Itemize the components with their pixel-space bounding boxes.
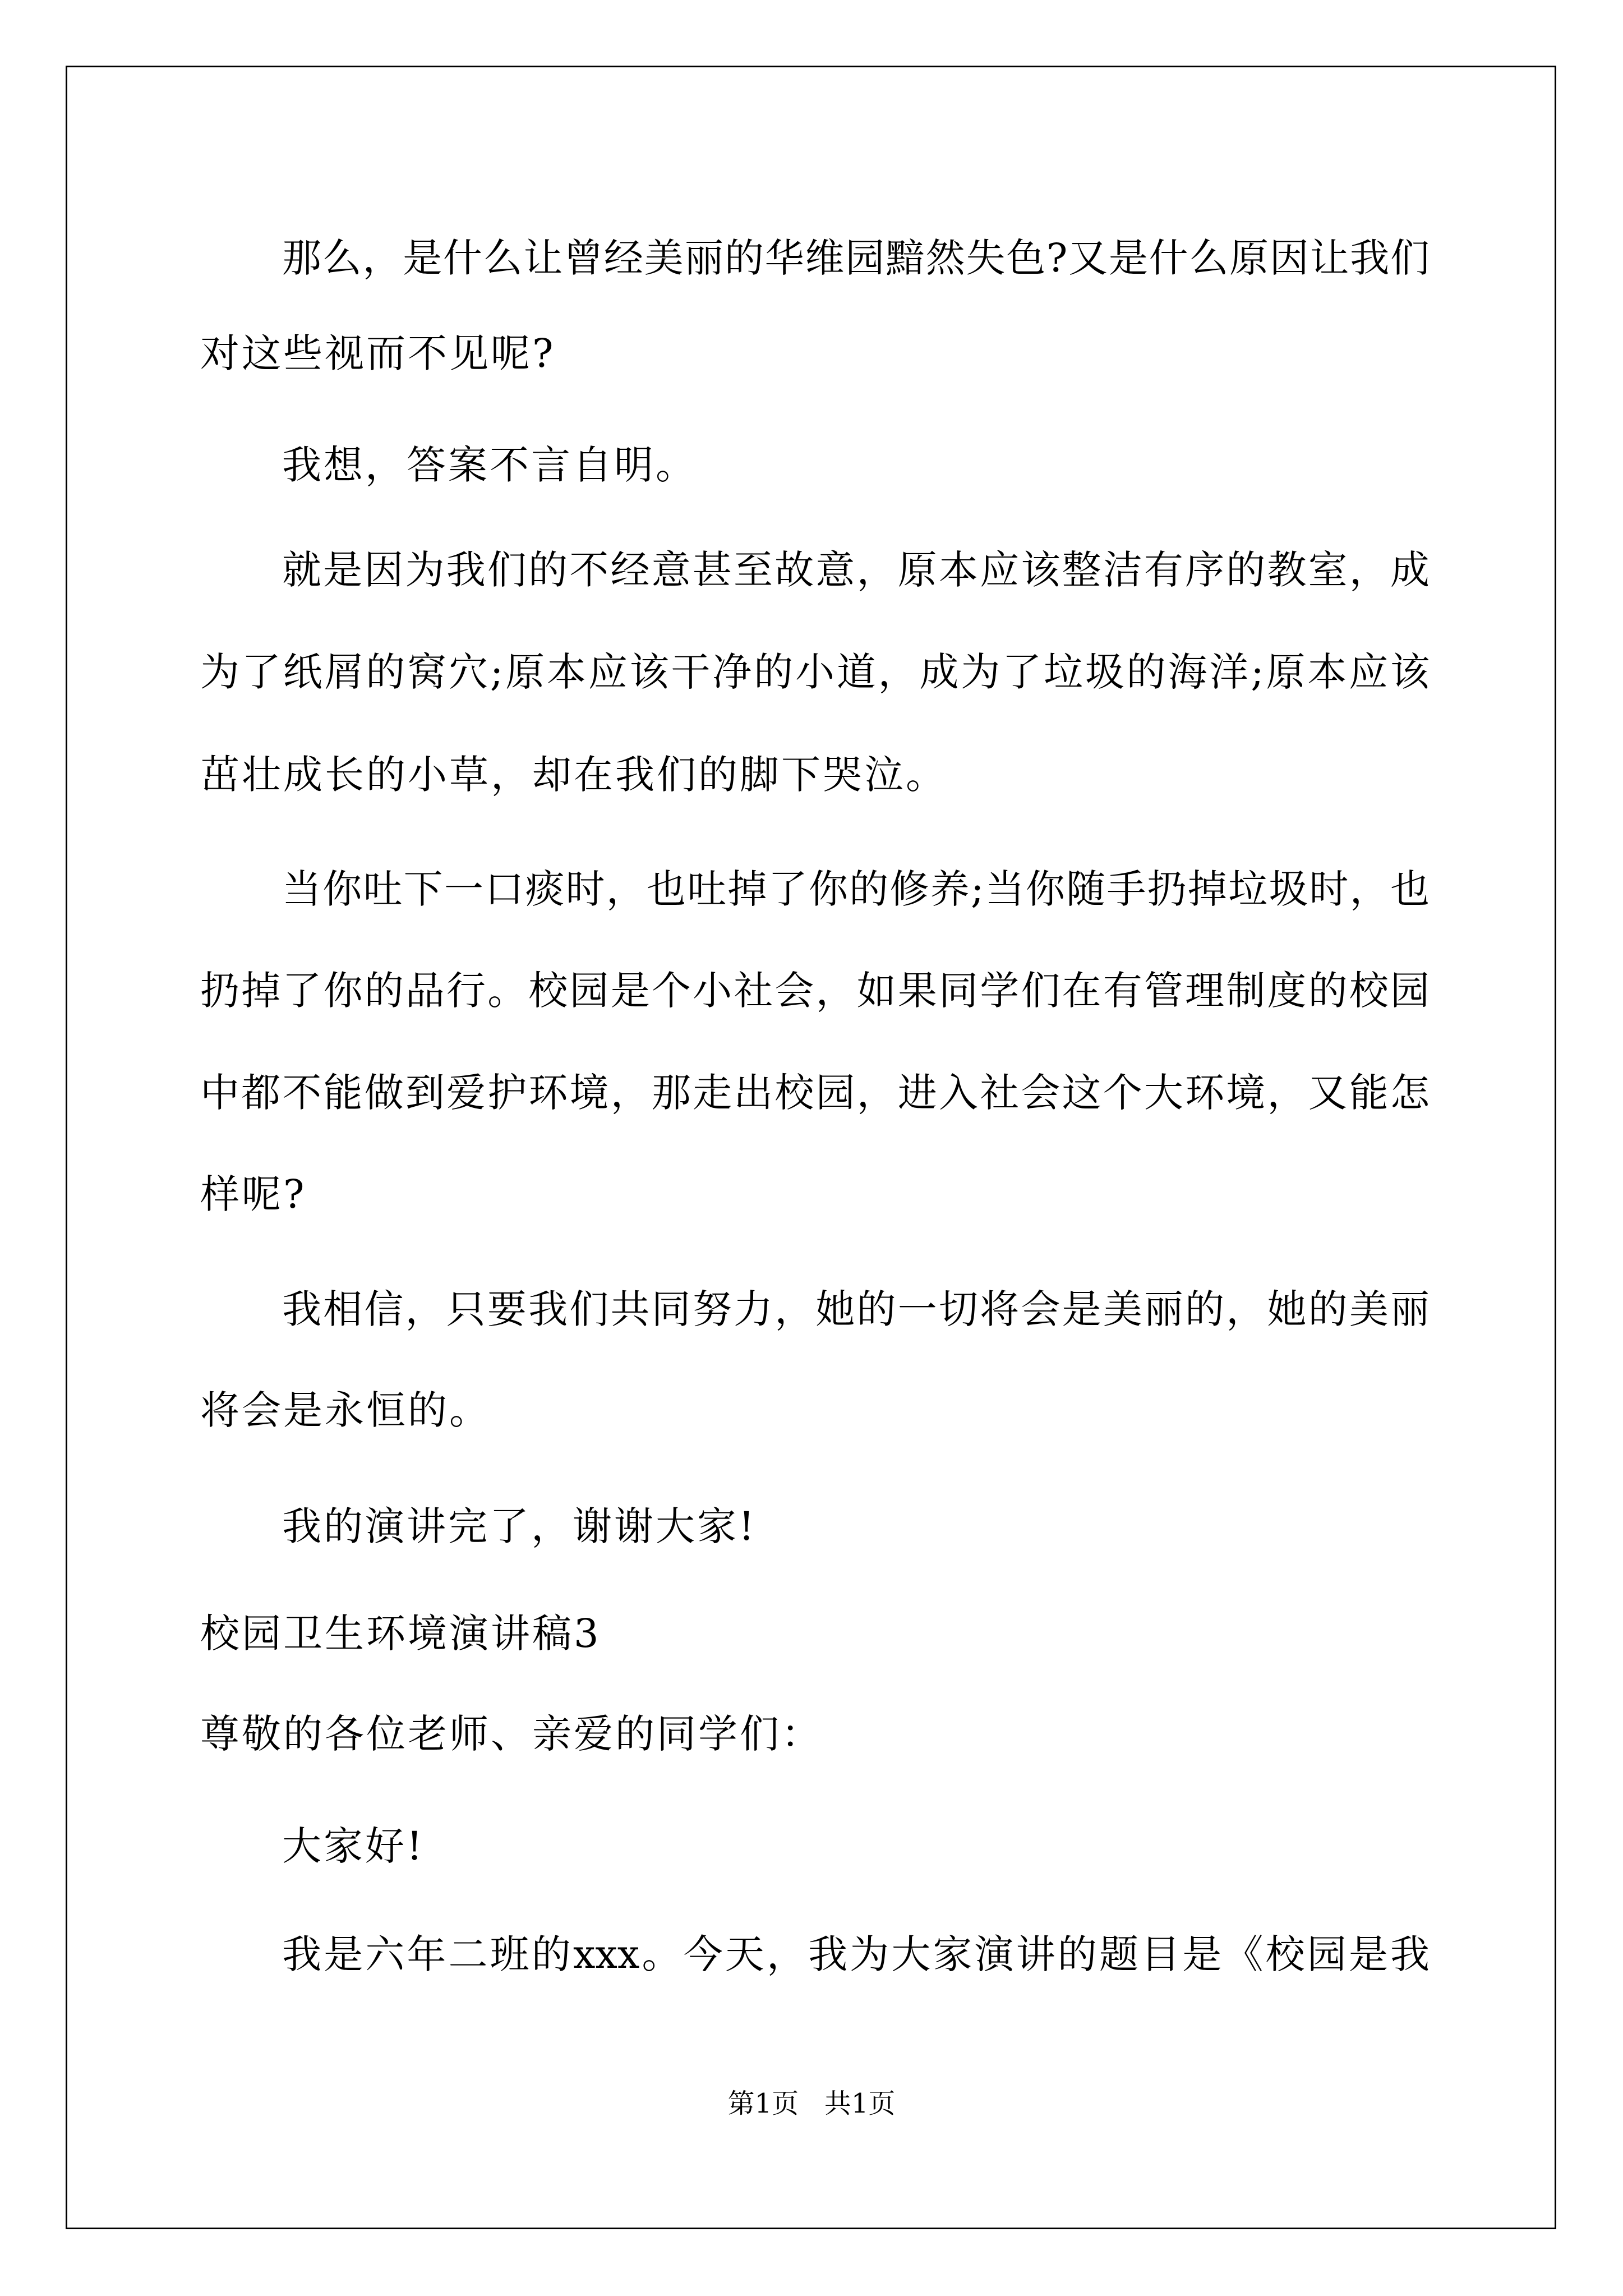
salutation: 尊敬的各位老师、亲爱的同学们： <box>200 1711 823 1757</box>
page-border <box>66 66 1556 2229</box>
paragraph-line: 样呢? <box>200 1171 307 1217</box>
paragraph-line: 我想，答案不言自明。 <box>282 442 697 488</box>
paragraph-line: 为了纸屑的窝穴;原本应该干净的小道，成为了垃圾的海洋;原本应该 <box>200 649 1430 695</box>
paragraph-line: 那么，是什么让曾经美丽的华维园黯然失色?又是什么原因让我们 <box>282 235 1430 281</box>
paragraph-line: 对这些视而不见呢? <box>200 330 556 376</box>
section-heading: 校园卫生环境演讲稿3 <box>200 1611 601 1657</box>
paragraph-line: 茁壮成长的小草，却在我们的脚下哭泣。 <box>200 752 947 798</box>
paragraph-line: 将会是永恒的。 <box>200 1387 491 1433</box>
paragraph-line: 我相信，只要我们共同努力，她的一切将会是美丽的，她的美丽 <box>282 1286 1430 1332</box>
paragraph-line: 我是六年二班的xxx。今天，我为大家演讲的题目是《校园是我 <box>282 1931 1430 1977</box>
paragraph-line: 我的演讲完了，谢谢大家! <box>282 1503 757 1549</box>
page-number-footer: 第1页 共1页 <box>727 2088 896 2119</box>
paragraph-line: 就是因为我们的不经意甚至故意，原本应该整洁有序的教室，成 <box>282 547 1430 593</box>
greeting: 大家好! <box>282 1823 425 1869</box>
paragraph-line: 中都不能做到爱护环境，那走出校园，进入社会这个大环境，又能怎 <box>200 1070 1430 1116</box>
paragraph-line: 当你吐下一口痰时，也吐掉了你的修养;当你随手扔掉垃圾时，也 <box>282 866 1430 912</box>
paragraph-line: 扔掉了你的品行。校园是个小社会，如果同学们在有管理制度的校园 <box>200 968 1430 1014</box>
